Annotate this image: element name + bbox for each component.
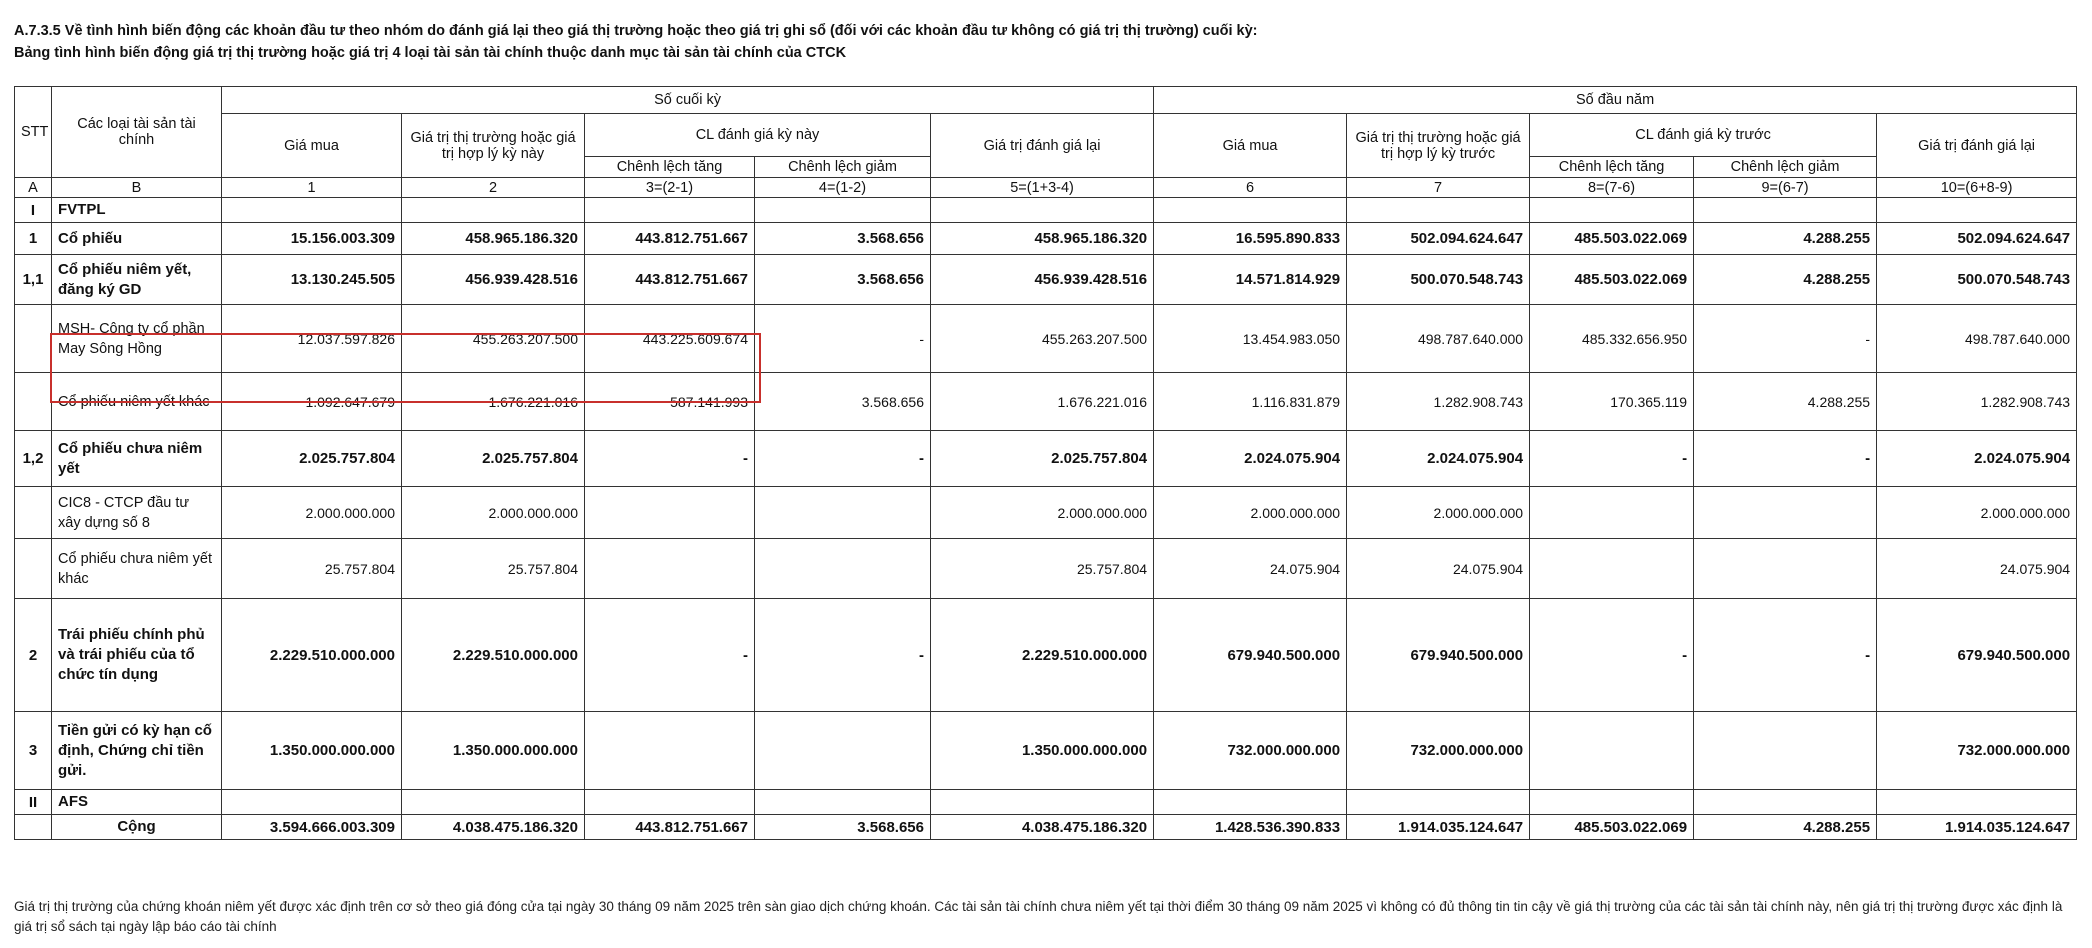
value-cell bbox=[1694, 712, 1877, 790]
header-decrease-end: Chênh lệch giảm bbox=[755, 157, 931, 178]
value-cell: 679.940.500.000 bbox=[1347, 599, 1530, 712]
index-cell: 4=(1-2) bbox=[755, 178, 931, 198]
value-cell: 24.075.904 bbox=[1154, 539, 1347, 599]
header-row-2 bbox=[15, 114, 2077, 157]
value-cell: 679.940.500.000 bbox=[1154, 599, 1347, 712]
value-cell: 4.288.255 bbox=[1694, 223, 1877, 255]
value-cell bbox=[1154, 198, 1347, 223]
value-cell: 2.229.510.000.000 bbox=[222, 599, 402, 712]
value-cell: 456.939.428.516 bbox=[931, 255, 1154, 305]
value-cell bbox=[755, 790, 931, 815]
table-row bbox=[15, 255, 2077, 305]
value-cell: 443.812.751.667 bbox=[585, 223, 755, 255]
asset-name-cell bbox=[52, 599, 222, 712]
value-cell: - bbox=[1694, 431, 1877, 487]
asset-name-cell bbox=[52, 198, 222, 223]
value-cell: 24.075.904 bbox=[1347, 539, 1530, 599]
value-cell: 16.595.890.833 bbox=[1154, 223, 1347, 255]
index-cell: 3=(2-1) bbox=[585, 178, 755, 198]
header-diff-prev: CL đánh giá kỳ trước bbox=[1530, 114, 1877, 157]
value-cell: 13.454.983.050 bbox=[1154, 305, 1347, 373]
value-cell bbox=[402, 198, 585, 223]
investment-table bbox=[14, 86, 2077, 840]
value-cell: 3.568.656 bbox=[755, 223, 931, 255]
stt-cell: 1,1 bbox=[15, 255, 52, 305]
document-heading bbox=[14, 20, 2074, 64]
stt-cell: I bbox=[15, 198, 52, 223]
asset-name-cell bbox=[52, 431, 222, 487]
index-cell: 9=(6-7) bbox=[1694, 178, 1877, 198]
value-cell: 2.229.510.000.000 bbox=[931, 599, 1154, 712]
value-cell: - bbox=[1530, 599, 1694, 712]
header-end-period: Số cuối kỳ bbox=[222, 87, 1154, 114]
value-cell: 3.594.666.003.309 bbox=[222, 815, 402, 840]
value-cell: 4.038.475.186.320 bbox=[402, 815, 585, 840]
stt-cell bbox=[15, 487, 52, 539]
table-container bbox=[14, 86, 2077, 840]
value-cell: - bbox=[1694, 305, 1877, 373]
asset-name: Trái phiếu chính phủ và trái phiếu của tổ chức tín dụng bbox=[58, 626, 205, 683]
value-cell bbox=[1154, 790, 1347, 815]
header-diff-this: CL đánh giá kỳ này bbox=[585, 114, 931, 157]
value-cell: 455.263.207.500 bbox=[931, 305, 1154, 373]
value-cell: 458.965.186.320 bbox=[402, 223, 585, 255]
asset-name-cell bbox=[52, 487, 222, 539]
value-cell: 679.940.500.000 bbox=[1877, 599, 2077, 712]
value-cell: 2.024.075.904 bbox=[1877, 431, 2077, 487]
value-cell: 3.568.656 bbox=[755, 255, 931, 305]
table-row bbox=[15, 539, 2077, 599]
table-row bbox=[15, 431, 2077, 487]
asset-name-cell bbox=[52, 815, 222, 840]
value-cell: 1.914.035.124.647 bbox=[1347, 815, 1530, 840]
value-cell: 456.939.428.516 bbox=[402, 255, 585, 305]
value-cell: 25.757.804 bbox=[931, 539, 1154, 599]
stt-cell bbox=[15, 373, 52, 431]
value-cell: 485.503.022.069 bbox=[1530, 255, 1694, 305]
value-cell: 4.288.255 bbox=[1694, 815, 1877, 840]
value-cell bbox=[755, 487, 931, 539]
value-cell: 485.503.022.069 bbox=[1530, 223, 1694, 255]
table-row bbox=[15, 373, 2077, 431]
asset-name: Cộng bbox=[117, 818, 156, 835]
header-begin-year: Số đầu năm bbox=[1154, 87, 2077, 114]
value-cell: 25.757.804 bbox=[222, 539, 402, 599]
value-cell bbox=[1530, 487, 1694, 539]
value-cell: 2.229.510.000.000 bbox=[402, 599, 585, 712]
value-cell: 2.025.757.804 bbox=[931, 431, 1154, 487]
stt-cell: 3 bbox=[15, 712, 52, 790]
asset-name: Cổ phiếu niêm yết khác bbox=[58, 393, 210, 410]
value-cell bbox=[755, 539, 931, 599]
value-cell: 732.000.000.000 bbox=[1877, 712, 2077, 790]
value-cell: 2.000.000.000 bbox=[1877, 487, 2077, 539]
value-cell bbox=[585, 539, 755, 599]
asset-name-cell bbox=[52, 373, 222, 431]
value-cell: 443.225.609.674 bbox=[585, 305, 755, 373]
asset-name: AFS bbox=[58, 793, 88, 810]
header-revalued-begin: Giá trị đánh giá lại bbox=[1877, 114, 2077, 178]
asset-name: FVTPL bbox=[58, 201, 106, 218]
asset-name: Cổ phiếu chưa niêm yết bbox=[58, 439, 203, 477]
stt-cell bbox=[15, 539, 52, 599]
value-cell bbox=[1694, 198, 1877, 223]
value-cell: 13.130.245.505 bbox=[222, 255, 402, 305]
value-cell: 458.965.186.320 bbox=[931, 223, 1154, 255]
table-row bbox=[15, 487, 2077, 539]
value-cell: 1.350.000.000.000 bbox=[402, 712, 585, 790]
value-cell bbox=[1530, 539, 1694, 599]
value-cell: 732.000.000.000 bbox=[1154, 712, 1347, 790]
asset-name-cell bbox=[52, 223, 222, 255]
value-cell: 502.094.624.647 bbox=[1347, 223, 1530, 255]
value-cell bbox=[1694, 539, 1877, 599]
value-cell: 2.024.075.904 bbox=[1347, 431, 1530, 487]
value-cell: 1.350.000.000.000 bbox=[222, 712, 402, 790]
value-cell bbox=[585, 790, 755, 815]
value-cell: 2.000.000.000 bbox=[1347, 487, 1530, 539]
table-row bbox=[15, 305, 2077, 373]
stt-cell bbox=[15, 305, 52, 373]
index-cell: B bbox=[52, 178, 222, 198]
asset-name: Cổ phiếu bbox=[58, 229, 123, 247]
value-cell: 587.141.993 bbox=[585, 373, 755, 431]
asset-name-cell bbox=[52, 305, 222, 373]
value-cell: 500.070.548.743 bbox=[1877, 255, 2077, 305]
section-title: A.7.3.5 Về tình hình biến động các khoản đầu tư theo nhóm do đánh giá lại theo giá thị trường hoặc theo giá trị ghi sổ (đối với các khoản đầu tư không có giá trị thị trường) cuối kỳ: bbox=[14, 23, 1258, 39]
stt-cell: 1,2 bbox=[15, 431, 52, 487]
index-cell: A bbox=[15, 178, 52, 198]
value-cell: 2.000.000.000 bbox=[222, 487, 402, 539]
value-cell bbox=[1530, 712, 1694, 790]
value-cell: - bbox=[1694, 599, 1877, 712]
value-cell: 4.288.255 bbox=[1694, 255, 1877, 305]
asset-name: Tiền gửi có kỳ hạn cố định, Chứng chỉ tiền gửi. bbox=[58, 721, 212, 779]
value-cell bbox=[755, 198, 931, 223]
header-asset: Các loại tài sản tài chính bbox=[52, 87, 222, 178]
value-cell: 1.282.908.743 bbox=[1347, 373, 1530, 431]
asset-name: Cổ phiếu niêm yết, đăng ký GD bbox=[58, 260, 192, 298]
value-cell: 500.070.548.743 bbox=[1347, 255, 1530, 305]
value-cell: 498.787.640.000 bbox=[1877, 305, 2077, 373]
header-market-value-prev: Giá trị thị trường hoặc giá trị hợp lý kỳ trước bbox=[1347, 114, 1530, 178]
stt-cell: 2 bbox=[15, 599, 52, 712]
asset-name-cell bbox=[52, 255, 222, 305]
index-cell: 1 bbox=[222, 178, 402, 198]
footnote: Giá trị thị trường của chứng khoán niêm yết được xác định trên cơ sở theo giá đóng cửa tại ngày 30 tháng 09 năm 2025 trên sàn giao dịch chứng khoán. Các tài sản tài chính chưa niêm yết tại thời điểm 30 tháng 09 năm 2025 vì không có đủ thông tin tin cậy về giá thị trường của các tài sản tài chính này, nên giá trị thị trường được xác định là giá trị sổ sách tại ngày lập báo cáo tài chính bbox=[14, 899, 2063, 934]
table-row bbox=[15, 198, 2077, 223]
value-cell bbox=[1530, 198, 1694, 223]
value-cell: 14.571.814.929 bbox=[1154, 255, 1347, 305]
value-cell bbox=[1530, 790, 1694, 815]
value-cell: 25.757.804 bbox=[402, 539, 585, 599]
value-cell bbox=[755, 712, 931, 790]
value-cell: 15.156.003.309 bbox=[222, 223, 402, 255]
value-cell bbox=[1694, 487, 1877, 539]
value-cell: 1.116.831.879 bbox=[1154, 373, 1347, 431]
asset-name-cell bbox=[52, 712, 222, 790]
value-cell: 498.787.640.000 bbox=[1347, 305, 1530, 373]
value-cell: - bbox=[755, 431, 931, 487]
value-cell bbox=[585, 712, 755, 790]
value-cell: 1.282.908.743 bbox=[1877, 373, 2077, 431]
index-cell: 8=(7-6) bbox=[1530, 178, 1694, 198]
index-cell: 5=(1+3-4) bbox=[931, 178, 1154, 198]
value-cell bbox=[1877, 198, 2077, 223]
value-cell: 4.288.255 bbox=[1694, 373, 1877, 431]
asset-name: MSH- Công ty cổ phần May Sông Hồng bbox=[58, 320, 205, 357]
header-increase-begin: Chênh lệch tăng bbox=[1530, 157, 1694, 178]
header-revalued-end: Giá trị đánh giá lại bbox=[931, 114, 1154, 178]
table-title: Bảng tình hình biến động giá trị thị trường hoặc giá trị 4 loại tài sản tài chính thuộc danh mục tài sản tài chính của CTCK bbox=[14, 45, 847, 61]
asset-name: CIC8 - CTCP đầu tư xây dựng số 8 bbox=[58, 494, 190, 531]
value-cell: 443.812.751.667 bbox=[585, 255, 755, 305]
header-market-value-now: Giá trị thị trường hoặc giá trị hợp lý kỳ này bbox=[402, 114, 585, 178]
stt-cell: II bbox=[15, 790, 52, 815]
value-cell: 502.094.624.647 bbox=[1877, 223, 2077, 255]
value-cell: - bbox=[755, 599, 931, 712]
table-row bbox=[15, 599, 2077, 712]
value-cell: 732.000.000.000 bbox=[1347, 712, 1530, 790]
value-cell: - bbox=[585, 431, 755, 487]
value-cell: - bbox=[585, 599, 755, 712]
column-index-row bbox=[15, 178, 2077, 198]
value-cell: 24.075.904 bbox=[1877, 539, 2077, 599]
value-cell: - bbox=[1530, 431, 1694, 487]
value-cell: 1.350.000.000.000 bbox=[931, 712, 1154, 790]
table-row bbox=[15, 712, 2077, 790]
value-cell bbox=[931, 790, 1154, 815]
value-cell: 3.568.656 bbox=[755, 373, 931, 431]
value-cell: 2.024.075.904 bbox=[1154, 431, 1347, 487]
header-stt: STT bbox=[15, 87, 52, 178]
value-cell: 1.428.536.390.833 bbox=[1154, 815, 1347, 840]
header-increase-end: Chênh lệch tăng bbox=[585, 157, 755, 178]
stt-cell bbox=[15, 815, 52, 840]
value-cell bbox=[585, 198, 755, 223]
asset-name-cell bbox=[52, 790, 222, 815]
value-cell: 2.025.757.804 bbox=[222, 431, 402, 487]
index-cell: 7 bbox=[1347, 178, 1530, 198]
asset-name-cell bbox=[52, 539, 222, 599]
value-cell: 1.676.221.016 bbox=[931, 373, 1154, 431]
value-cell bbox=[402, 790, 585, 815]
value-cell: 12.037.597.826 bbox=[222, 305, 402, 373]
asset-name: Cổ phiếu chưa niêm yết khác bbox=[58, 550, 212, 587]
value-cell bbox=[1877, 790, 2077, 815]
value-cell bbox=[1347, 198, 1530, 223]
header-cost-end: Giá mua bbox=[222, 114, 402, 178]
header-row-1 bbox=[15, 87, 2077, 114]
value-cell: 1.914.035.124.647 bbox=[1877, 815, 2077, 840]
value-cell: 4.038.475.186.320 bbox=[931, 815, 1154, 840]
table-row bbox=[15, 223, 2077, 255]
value-cell bbox=[585, 487, 755, 539]
value-cell: 2.000.000.000 bbox=[931, 487, 1154, 539]
value-cell: - bbox=[755, 305, 931, 373]
header-cost-begin: Giá mua bbox=[1154, 114, 1347, 178]
table-row bbox=[15, 815, 2077, 840]
value-cell: 2.025.757.804 bbox=[402, 431, 585, 487]
value-cell: 1.092.647.679 bbox=[222, 373, 402, 431]
index-cell: 2 bbox=[402, 178, 585, 198]
value-cell: 1.676.221.016 bbox=[402, 373, 585, 431]
value-cell: 2.000.000.000 bbox=[1154, 487, 1347, 539]
value-cell: 443.812.751.667 bbox=[585, 815, 755, 840]
index-cell: 10=(6+8-9) bbox=[1877, 178, 2077, 198]
value-cell bbox=[222, 790, 402, 815]
value-cell bbox=[1347, 790, 1530, 815]
value-cell: 485.503.022.069 bbox=[1530, 815, 1694, 840]
value-cell: 3.568.656 bbox=[755, 815, 931, 840]
value-cell bbox=[222, 198, 402, 223]
value-cell: 485.332.656.950 bbox=[1530, 305, 1694, 373]
header-decrease-begin: Chênh lệch giảm bbox=[1694, 157, 1877, 178]
value-cell bbox=[931, 198, 1154, 223]
index-cell: 6 bbox=[1154, 178, 1347, 198]
value-cell: 455.263.207.500 bbox=[402, 305, 585, 373]
value-cell bbox=[1694, 790, 1877, 815]
stt-cell: 1 bbox=[15, 223, 52, 255]
table-row bbox=[15, 790, 2077, 815]
value-cell: 170.365.119 bbox=[1530, 373, 1694, 431]
value-cell: 2.000.000.000 bbox=[402, 487, 585, 539]
